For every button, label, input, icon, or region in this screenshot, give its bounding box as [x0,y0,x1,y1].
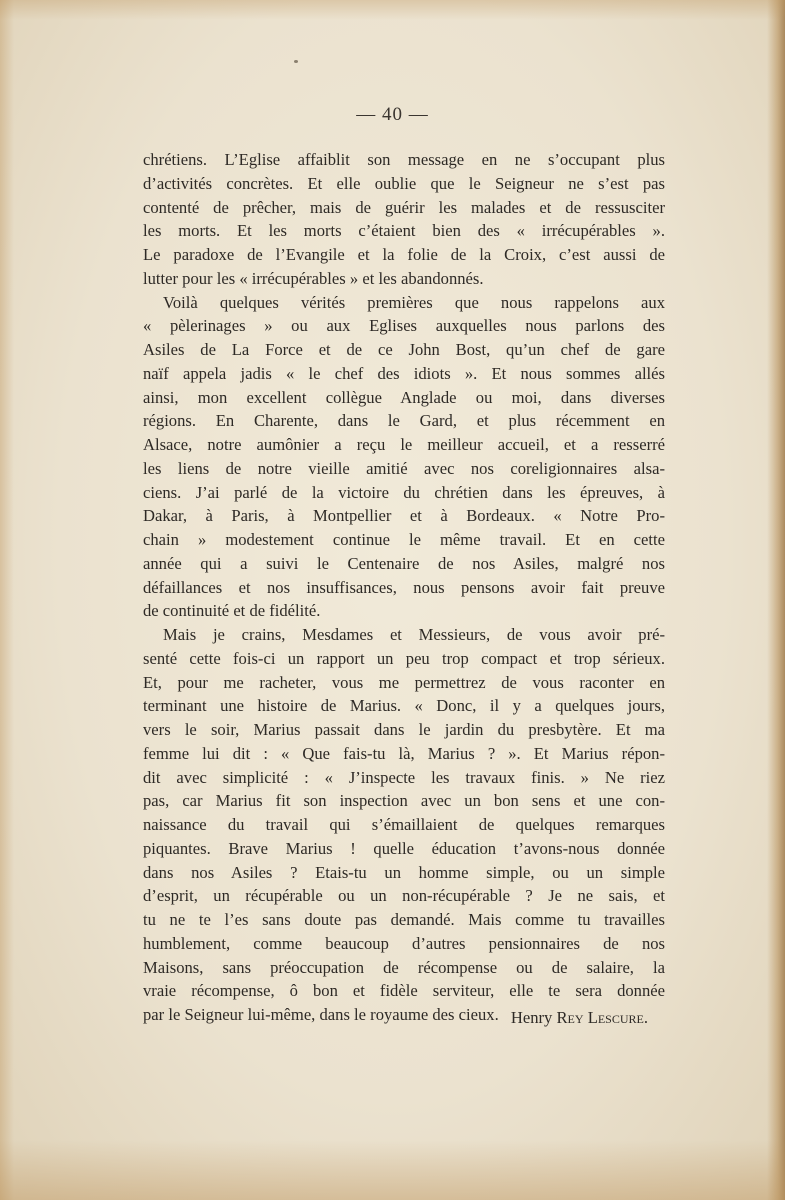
text-line: par le Seigneur lui-même, dans le royaume des cieux. [143,1005,499,1024]
signature-last-name: Rey Lescure. [556,1008,648,1027]
text-line: d’activités concrètes. Et elle oublie que le Seigneur ne s’est pas [143,173,665,193]
text-line: Et, pour me racheter, vous me permettrez de vous raconter en [143,672,665,692]
paragraph [143,623,665,1027]
text-line: défaillances et nos insuffisances, nous pensons avoir fait preuve [143,577,665,597]
text-line: vers le soir, Marius passait dans le jardin du presbytère. Et ma [143,720,665,739]
paragraph [143,148,665,291]
page-number: — 40 — [356,104,429,125]
text-line: Le paradoxe de l’Evangile et la folie de la Croix, c’est aussi de [143,245,665,264]
text-line: dans nos Asiles ? Etais-tu un homme simple, ou un simple [143,862,665,882]
text-line: Mais je crains, Mesdames et Messieurs, de vous avoir pré- [163,625,665,644]
text-line: contenté de prêcher, mais de guérir les malades et de ressusciter [143,197,665,217]
text-line: les morts. Et les morts c’étaient bien des « irrécupérables ». [143,221,665,241]
signature [511,1008,648,1028]
text-line: senté cette fois-ci un rapport un peu trop compact et trop sérieux. [143,648,665,668]
signature-first-name: Henry [510,1008,553,1027]
text-line: Alsace, notre aumônier a reçu le meilleur accueil, et a resserré [143,435,665,454]
text-line: piquantes. Brave Marius ! quelle éducation t’avons-nous donnée [143,838,665,858]
text-line: régions. En Charente, dans le Gard, et plus récemment en [143,411,665,431]
text-line: humblement, comme beaucoup d’autres pensionnaires de nos [143,933,665,953]
page-edge-left [0,0,14,1200]
text-line: pas, car Marius fit son inspection avec un bon sens et une con- [143,791,665,811]
page-edge-top [0,0,785,20]
text-line: de continuité et de fidélité. [143,601,321,621]
paragraph [143,291,665,624]
text-line: année qui a suivi le Centenaire de nos Asiles, malgré nos [143,553,665,573]
text-line: terminant une histoire de Marius. « Donc, il y a quelques jours, [143,696,665,716]
text-line: naissance du travail qui s’émaillaient de quelques remarques [143,815,665,834]
ink-speck [294,60,298,63]
text-line: Maisons, sans préoccupation de récompense ou de salaire, la [143,957,665,977]
page-edge-right [767,0,785,1200]
text-line: femme lui dit : « Que fais-tu là, Marius ? ». Et Marius répon- [143,743,665,763]
text-line: dit avec simplicité : « J’inspecte les travaux finis. » Ne riez [143,767,665,787]
text-line: les liens de notre vieille amitié avec nos coreligionnaires alsa- [143,458,665,478]
text-line: chain » modestement continue le même travail. Et en cette [143,530,665,549]
text-line: lutter pour les « irrécupérables » et les abandonnés. [143,268,484,288]
body-text [143,148,665,1027]
text-line: ainsi, mon excellent collègue Anglade ou moi, dans diverses [143,387,665,407]
text-line: vraie récompense, ô bon et fidèle serviteur, elle te sera donnée [143,981,665,1001]
text-line: Voilà quelques vérités premières que nous rappelons aux [163,292,665,312]
text-line: Asiles de La Force et de ce John Bost, qu’un chef de gare [143,340,665,359]
text-line: Dakar, à Paris, à Montpellier et à Bordeaux. « Notre Pro- [143,506,665,526]
page-edge-bottom [0,1140,785,1200]
text-line: d’esprit, un récupérable ou un non-récupérable ? Je ne sais, et [143,886,665,906]
text-line: chrétiens. L’Eglise affaiblit son message en ne s’occupant plus [143,150,665,169]
text-line: tu ne te l’es sans doute pas demandé. Mais comme tu travailles [143,910,665,929]
text-line: ciens. J’ai parlé de la victoire du chrétien dans les épreuves, à [143,482,665,502]
text-line: naïf appela jadis « le chef des idiots ». Et nous sommes allés [143,363,665,383]
text-line: « pèlerinages » ou aux Eglises auxquelles nous parlons des [143,316,665,336]
